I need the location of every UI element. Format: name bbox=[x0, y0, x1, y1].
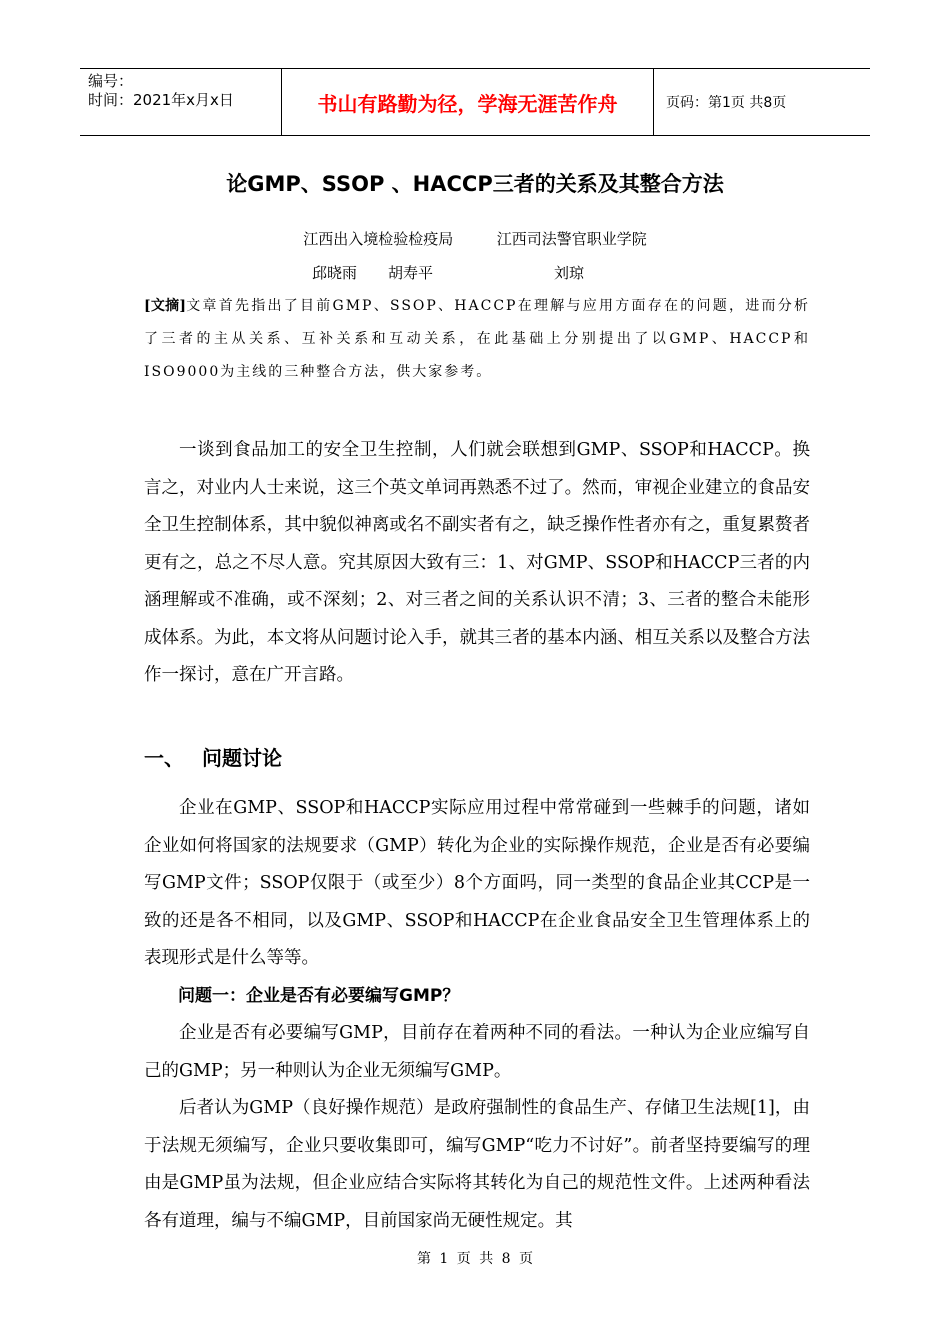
abstract-label: [文摘] bbox=[144, 298, 187, 314]
page-footer: 第 1 页 共 8 页 bbox=[416, 1251, 534, 1267]
article-title: 论GMP、SSOP 、HACCP三者的关系及其整合方法 bbox=[226, 172, 724, 196]
number-label: 编号： bbox=[88, 72, 134, 90]
section-heading bbox=[144, 742, 282, 771]
motto-text: 书山有路勤为径，学海无涯苦作舟 bbox=[317, 91, 618, 116]
discussion-section bbox=[144, 790, 810, 1240]
question-1-paragraph-1: 企业是否有必要编写GMP，目前存在着两种不同的看法。一种认为企业应编写自己的GMP；另一种则认为企业无须编写GMP。 bbox=[144, 1023, 810, 1081]
intro-paragraph: 一谈到食品加工的安全卫生控制，人们就会联想到GMP、SSOP和HACCP。换言之，对业内人士来说，这三个英文单词再熟悉不过了。然而，审视企业建立的食品安全卫生控制体系，其中貌似神离或名不副实者有之，缺乏操作性者亦有之，重复累赘者更有之，总之不尽人意。究其原因大致有三：1、对GMP、SSOP和HACCP三者的内涵理解或不准确，或不深刻；2、对三者之间的关系认识不清；3、三者的整合未能形成体系。为此，本文将从问题讨论入手，就其三者的基本内涵、相互关系以及整合方法作一探讨，意在广开言路。 bbox=[144, 440, 810, 685]
affiliations bbox=[0, 228, 950, 249]
abstract-text: 文章首先指出了目前GMP、SSOP、HACCP在理解与应用方面存在的问题，进而分析了三者的主从关系、互补关系和互动关系，在此基础上分别提出了以GMP、HACCP和ISO9000为主线的三种整合方法，供大家参考。 bbox=[144, 298, 811, 380]
author-1: 邱晓雨 bbox=[312, 264, 358, 282]
header-table bbox=[80, 68, 870, 136]
affiliation-1: 江西出入境检验检疫局 bbox=[303, 230, 454, 248]
header-meta-cell bbox=[80, 69, 282, 135]
page-code: 页码：第1页 共8页 bbox=[666, 95, 787, 111]
time-label: 时间：2021年x月x日 bbox=[88, 91, 234, 109]
discussion-paragraph: 企业在GMP、SSOP和HACCP实际应用过程中常常碰到一些棘手的问题，诸如企业如何将国家的法规要求（GMP）转化为企业的实际操作规范，企业是否有必要编写GMP文件；SSOP仅限于（或至少）8个方面吗，同一类型的食品企业其CCP是一致的还是各不相同，以及GMP、SSOP和HACCP在企业食品安全卫生管理体系上的表现形式是什么等等。 bbox=[144, 798, 810, 968]
author-3: 刘琼 bbox=[554, 264, 585, 282]
affiliation-2: 江西司法警官职业学院 bbox=[496, 230, 647, 248]
section-title: 问题讨论 bbox=[202, 746, 282, 770]
header-page-cell bbox=[654, 69, 870, 135]
question-1-heading: 问题一：企业是否有必要编写GMP？ bbox=[178, 985, 460, 1006]
header-motto-cell bbox=[282, 69, 654, 135]
intro-section bbox=[144, 432, 810, 695]
question-1-paragraph-2: 后者认为GMP（良好操作规范）是政府强制性的食品生产、存储卫生法规[1]，由于法规无须编写，企业只要收集即可，编写GMP“吃力不讨好”。前者坚持要编写的理由是GMP虽为法规，但企业应结合实际将其转化为自己的规范性文件。上述两种看法各有道理，编与不编GMP，目前国家尚无硬性规定。其 bbox=[144, 1098, 810, 1231]
section-number: 一、 bbox=[144, 746, 184, 770]
author-2: 胡寿平 bbox=[388, 264, 434, 282]
abstract bbox=[144, 290, 810, 389]
